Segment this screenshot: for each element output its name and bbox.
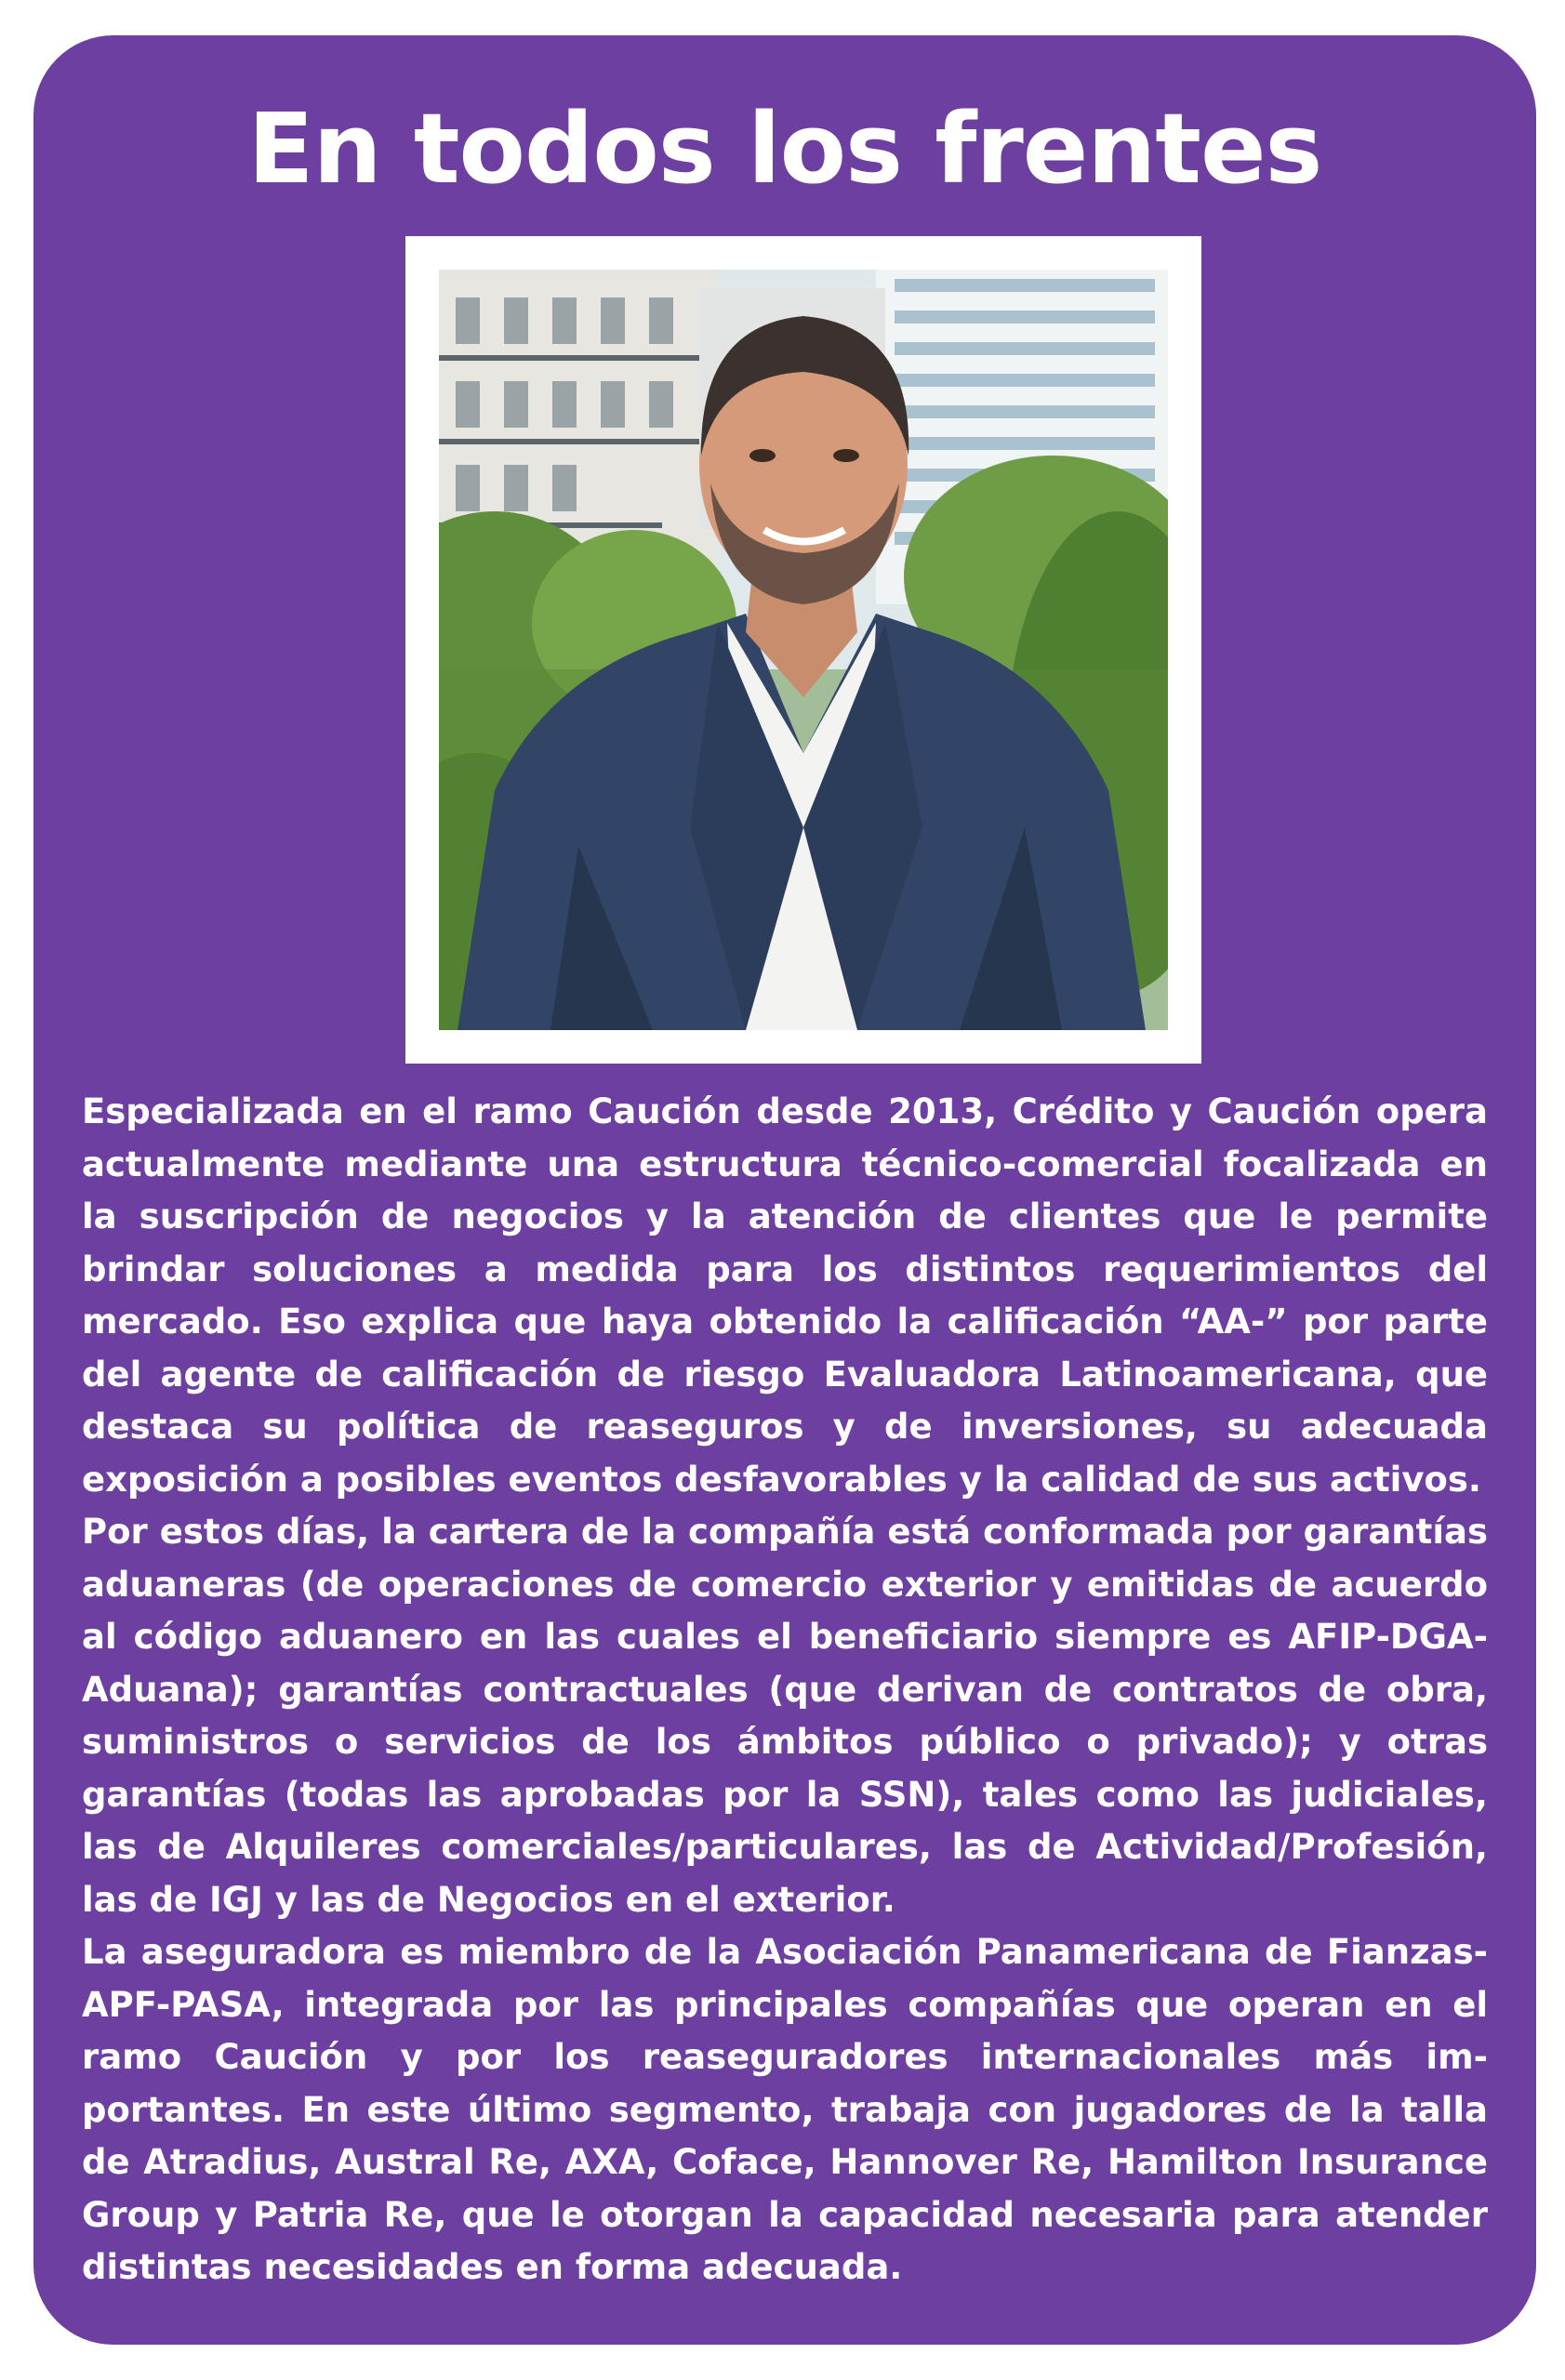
- portrait-illustration: [439, 270, 1168, 1030]
- paragraph-1: Especializada en el ramo Caución desde 2013, Crédito y Caución opera actualmente mediante una estructura técnico-comercial focalizada en la suscripción de negocios y la atención de clientes que le permite brindar soluciones a medida para los distintos requerimientos del mercado. Eso explica que haya obtenido la calificación “AA-” por parte del agente de calificación de riesgo Evaluadora Latinoamericana, que destaca su política de reaseguros y de inversiones, su adecuada exposición a posibles eventos desfavorables y la calidad de sus activos.: [82, 1091, 1488, 1500]
- paragraph-2: Por estos días, la cartera de la compañía está conformada por garantías aduaneras (de operaciones de comercio exterior y emitidas de acuerdo al código aduanero en las cuales el beneficiario siempre es AFIP-DGA-Aduana); garantías contractuales (que derivan de contratos de obra, suministros o servicios de los ámbitos público o privado); y otras garantías (todas las aprobadas por la SSN), tales como las judiciales, las de Alquileres comerciales/particulares, las de Actividad/Profesión, las de IGJ y las de Negocios en el exterior.: [82, 1512, 1488, 1920]
- portrait-photo: [439, 270, 1168, 1030]
- photo-frame: [405, 236, 1201, 1064]
- article-body: [82, 1086, 1488, 2294]
- paragraph-3: La aseguradora es miembro de la Asociación Panamericana de Fianzas-APF-PASA, integrada por las principales compañías que operan en el ramo Caución y por los reaseguradores internacionales más importantes. En este último segmento, trabaja con jugadores de la talla de Atradius, Austral Re, AXA, Coface, Hannover Re, Hamilton Insurance Group y Patria Re, que le otorgan la capacidad necesaria para atender distintas necesidades en forma adecuada.: [82, 1932, 1488, 2287]
- article-title: En todos los frentes: [247, 92, 1322, 205]
- article-card: [33, 35, 1536, 2345]
